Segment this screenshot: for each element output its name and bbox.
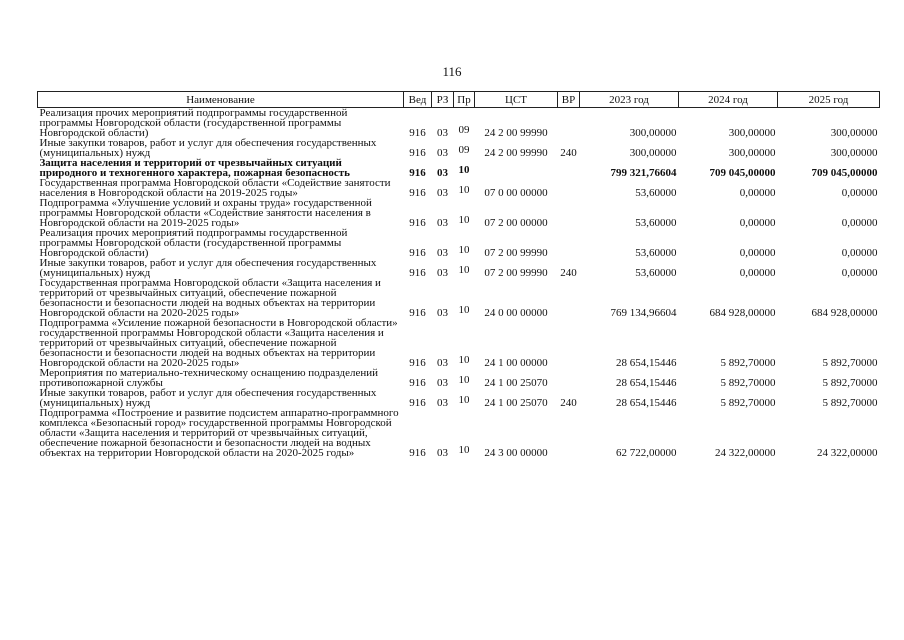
cell-2025: 300,00000 — [830, 147, 878, 159]
cell-name: Подпрограмма «Улучшение условий и охраны труда» государственной программы Новгородской области «Содействие занятости населения в Новгородской области на 2019-2025 годы» — [39, 197, 372, 229]
header-name: Наименование — [38, 92, 404, 108]
cell-cst: 07 2 00 99990 — [484, 247, 548, 259]
cell-2024: 684 928,00000 — [709, 307, 776, 319]
page-number: 116 — [442, 64, 462, 79]
cell-2023: 300,00000 — [629, 127, 677, 139]
cell-cst: 07 0 00 00000 — [484, 187, 548, 199]
header-vr: ВР — [558, 92, 580, 108]
cell-2024: 5 892,70000 — [720, 357, 776, 369]
table-header-row — [38, 92, 880, 108]
cell-2023: 28 654,15446 — [616, 377, 677, 389]
cell-rz: 03 — [437, 217, 448, 229]
cell-vr — [558, 198, 580, 228]
table-row — [38, 368, 880, 388]
cell-2024: 5 892,70000 — [720, 377, 776, 389]
table-row — [38, 138, 880, 158]
cell-vr — [558, 368, 580, 388]
cell-pr: 10 — [458, 394, 470, 406]
cell-vr — [558, 178, 580, 198]
cell-pr: 10 — [458, 374, 470, 386]
cell-name: Иные закупки товаров, работ и услуг для обеспечения государственных (муниципальных) нужд — [39, 387, 377, 409]
cell-ved: 916 — [409, 147, 426, 159]
table-row — [38, 318, 880, 368]
cell-ved: 916 — [409, 267, 426, 279]
cell-2024: 0,00000 — [739, 267, 776, 279]
cell-2024: 0,00000 — [739, 217, 776, 229]
cell-vr — [558, 108, 580, 139]
cell-ved: 916 — [409, 167, 426, 179]
cell-cst — [475, 158, 558, 178]
cell-2025: 5 892,70000 — [822, 357, 878, 369]
cell-2024: 300,00000 — [728, 147, 776, 159]
cell-2025: 0,00000 — [841, 217, 878, 229]
cell-2025: 0,00000 — [841, 247, 878, 259]
cell-rz: 03 — [437, 377, 448, 389]
cell-name: Иные закупки товаров, работ и услуг для обеспечения государственных (муниципальных) нужд — [39, 137, 377, 159]
cell-cst: 24 1 00 25070 — [484, 397, 548, 409]
cell-pr: 10 — [458, 184, 470, 196]
cell-2025: 24 322,00000 — [817, 447, 878, 459]
cell-cst: 07 2 00 00000 — [484, 217, 548, 229]
header-pr: Пр — [454, 92, 475, 108]
header-ved: Вед — [404, 92, 432, 108]
cell-2025: 5 892,70000 — [822, 397, 878, 409]
cell-2024: 0,00000 — [739, 187, 776, 199]
cell-2024: 24 322,00000 — [715, 447, 776, 459]
cell-cst: 24 2 00 99990 — [484, 147, 548, 159]
header-2025: 2025 год — [778, 92, 880, 108]
cell-vr: 240 — [560, 147, 577, 159]
cell-ved: 916 — [409, 217, 426, 229]
cell-2023: 28 654,15446 — [616, 357, 677, 369]
cell-2023: 53,60000 — [635, 217, 677, 229]
cell-pr: 10 — [458, 214, 470, 226]
cell-vr — [558, 318, 580, 368]
cell-2023: 769 134,96604 — [610, 307, 677, 319]
header-cst: ЦСТ — [475, 92, 558, 108]
cell-2024: 5 892,70000 — [720, 397, 776, 409]
cell-2025: 684 928,00000 — [811, 307, 878, 319]
cell-ved: 916 — [409, 247, 426, 259]
cell-2023: 53,60000 — [635, 247, 677, 259]
cell-rz: 03 — [437, 187, 448, 199]
cell-rz: 03 — [437, 307, 448, 319]
budget-table — [37, 91, 880, 458]
cell-vr — [558, 158, 580, 178]
cell-ved: 916 — [409, 357, 426, 369]
cell-2023: 300,00000 — [629, 147, 677, 159]
cell-2025: 0,00000 — [841, 187, 878, 199]
cell-pr: 10 — [458, 244, 470, 256]
cell-2023: 28 654,15446 — [616, 397, 677, 409]
header-2024: 2024 год — [679, 92, 778, 108]
cell-ved: 916 — [409, 447, 426, 459]
cell-2023: 62 722,00000 — [616, 447, 677, 459]
cell-vr: 240 — [560, 267, 577, 279]
cell-pr: 10 — [458, 444, 470, 456]
cell-ved: 916 — [409, 187, 426, 199]
cell-name: Мероприятия по материально-техническому оснащению подразделений противопожарной службы — [39, 367, 378, 389]
cell-2023: 53,60000 — [635, 187, 677, 199]
header-2023: 2023 год — [580, 92, 679, 108]
cell-rz: 03 — [437, 357, 448, 369]
cell-rz: 03 — [437, 267, 448, 279]
cell-name: Иные закупки товаров, работ и услуг для обеспечения государственных (муниципальных) нужд — [39, 257, 377, 279]
cell-vr — [558, 408, 580, 458]
cell-ved: 916 — [409, 307, 426, 319]
cell-name: Подпрограмма «Построение и развитие подсистем аппаратно-программного комплекса «Безопасный город» государственной программы Новгородской области «Защита населения и территорий от чрезвычайных ситуаций, обеспечение пожарной безопасности и безопасности людей на водных объектах на территории Новгородской области на 2020-2025 годы» — [39, 407, 399, 459]
cell-cst: 24 1 00 25070 — [484, 377, 548, 389]
table-row — [38, 278, 880, 318]
cell-pr: 10 — [458, 264, 470, 276]
cell-vr — [558, 228, 580, 258]
cell-name: Реализация прочих мероприятий подпрограммы государственной программы Новгородской области (государственной программы Новгородской области) — [39, 227, 348, 259]
cell-pr: 10 — [458, 164, 470, 176]
cell-name: Реализация прочих мероприятий подпрограммы государственной программы Новгородской области (государственной программы Новгородской области) — [39, 107, 348, 139]
cell-name: Подпрограмма «Усиление пожарной безопасности в Новгородской области» государственной программы Новгородской области «Защита населения и территорий от чрезвычайных ситуаций, обеспечение пожарной безопасности и безопасности людей на водных объектах на территории Новгородской области на 2020-2025 годы» — [39, 317, 398, 369]
cell-2025: 300,00000 — [830, 127, 878, 139]
table-row — [38, 228, 880, 258]
cell-2024: 709 045,00000 — [709, 167, 776, 179]
cell-rz: 03 — [437, 147, 448, 159]
cell-name: Государственная программа Новгородской области «Защита населения и территорий от чрезвычайных ситуаций, обеспечение пожарной безопасности и безопасности людей на водных объектах на территории Новгородской области на 2020-2025 годы» — [39, 277, 381, 319]
cell-cst: 24 2 00 99990 — [484, 127, 548, 139]
cell-cst: 24 1 00 00000 — [484, 357, 548, 369]
cell-rz: 03 — [437, 167, 448, 179]
table-row — [38, 198, 880, 228]
cell-rz: 03 — [437, 247, 448, 259]
cell-rz: 03 — [437, 127, 448, 139]
cell-2024: 0,00000 — [739, 247, 776, 259]
cell-ved: 916 — [409, 397, 426, 409]
cell-2025: 0,00000 — [841, 267, 878, 279]
cell-2023: 799 321,76604 — [610, 167, 677, 179]
cell-vr — [558, 278, 580, 318]
cell-2025: 5 892,70000 — [822, 377, 878, 389]
header-rz: РЗ — [432, 92, 454, 108]
cell-vr: 240 — [560, 397, 577, 409]
table-row — [38, 108, 880, 139]
cell-cst: 07 2 00 99990 — [484, 267, 548, 279]
cell-pr: 10 — [458, 354, 470, 366]
cell-ved: 916 — [409, 377, 426, 389]
cell-2024: 300,00000 — [728, 127, 776, 139]
cell-pr: 10 — [458, 304, 470, 316]
table-row — [38, 178, 880, 198]
cell-rz: 03 — [437, 447, 448, 459]
table-row — [38, 388, 880, 408]
cell-name: Государственная программа Новгородской области «Содействие занятости населения в Новгородской области на 2019-2025 годы» — [39, 177, 391, 199]
cell-cst: 24 3 00 00000 — [484, 447, 548, 459]
table-row — [38, 158, 880, 178]
cell-2025: 709 045,00000 — [811, 167, 878, 179]
cell-pr: 09 — [458, 144, 470, 156]
table-row — [38, 408, 880, 458]
cell-name: Защита населения и территорий от чрезвычайных ситуаций природного и техногенного характера, пожарная безопасность — [39, 157, 351, 179]
cell-ved: 916 — [409, 127, 426, 139]
cell-rz: 03 — [437, 397, 448, 409]
cell-cst: 24 0 00 00000 — [484, 307, 548, 319]
table-row — [38, 258, 880, 278]
cell-pr: 09 — [458, 124, 470, 136]
cell-2023: 53,60000 — [635, 267, 677, 279]
